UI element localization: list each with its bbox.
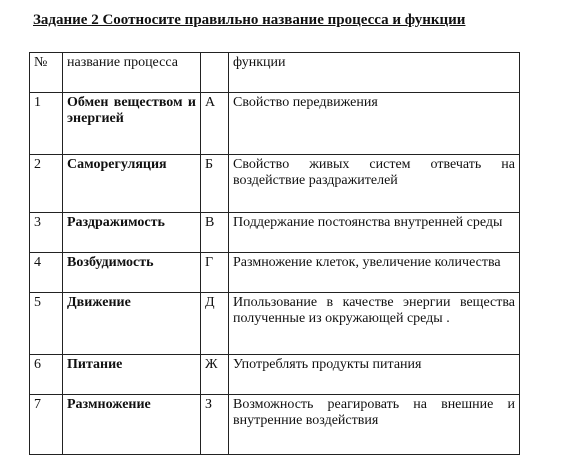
process-name: Возбудимость — [63, 253, 201, 293]
function-letter: З — [201, 395, 229, 455]
table-row — [30, 155, 520, 213]
row-num: 4 — [30, 253, 63, 293]
table-row — [30, 355, 520, 395]
table-row — [30, 213, 520, 253]
table-row — [30, 253, 520, 293]
row-num: 3 — [30, 213, 63, 253]
function-text: Свойство передвижения — [229, 93, 520, 155]
table-row — [30, 293, 520, 355]
function-letter: Ж — [201, 355, 229, 395]
process-name: Саморегуляция — [63, 155, 201, 213]
function-letter: Б — [201, 155, 229, 213]
row-num: 7 — [30, 395, 63, 455]
header-num: № — [30, 53, 63, 93]
process-name: Движение — [63, 293, 201, 355]
row-num: 1 — [30, 93, 63, 155]
process-name: Размножение — [63, 395, 201, 455]
process-name: Раздражимость — [63, 213, 201, 253]
header-function: функции — [229, 53, 520, 93]
table-row — [30, 93, 520, 155]
row-num: 5 — [30, 293, 63, 355]
table-header-row — [30, 53, 520, 93]
header-letter — [201, 53, 229, 93]
function-text: Ипользование в качестве энергии вещества полученные из окружающей среды . — [229, 293, 520, 355]
function-letter: А — [201, 93, 229, 155]
function-letter: Д — [201, 293, 229, 355]
function-text: Употреблять продукты питания — [229, 355, 520, 395]
header-process: название процесса — [63, 53, 201, 93]
row-num: 6 — [30, 355, 63, 395]
function-text: Свойство живых систем отвечать на воздействие раздражителей — [229, 155, 520, 213]
matching-table — [29, 52, 520, 455]
function-text: Возможность реагировать на внешние и внутренние воздействия — [229, 395, 520, 455]
process-name: Обмен веществом и энергией — [63, 93, 201, 155]
row-num: 2 — [30, 155, 63, 213]
function-text: Поддержание постоянства внутренней среды — [229, 213, 520, 253]
table-row — [30, 395, 520, 455]
function-letter: В — [201, 213, 229, 253]
process-name: Питание — [63, 355, 201, 395]
task-title: Задание 2 Соотносите правильно название процесса и функции — [33, 12, 466, 28]
function-text: Размножение клеток, увеличение количества — [229, 253, 520, 293]
function-letter: Г — [201, 253, 229, 293]
